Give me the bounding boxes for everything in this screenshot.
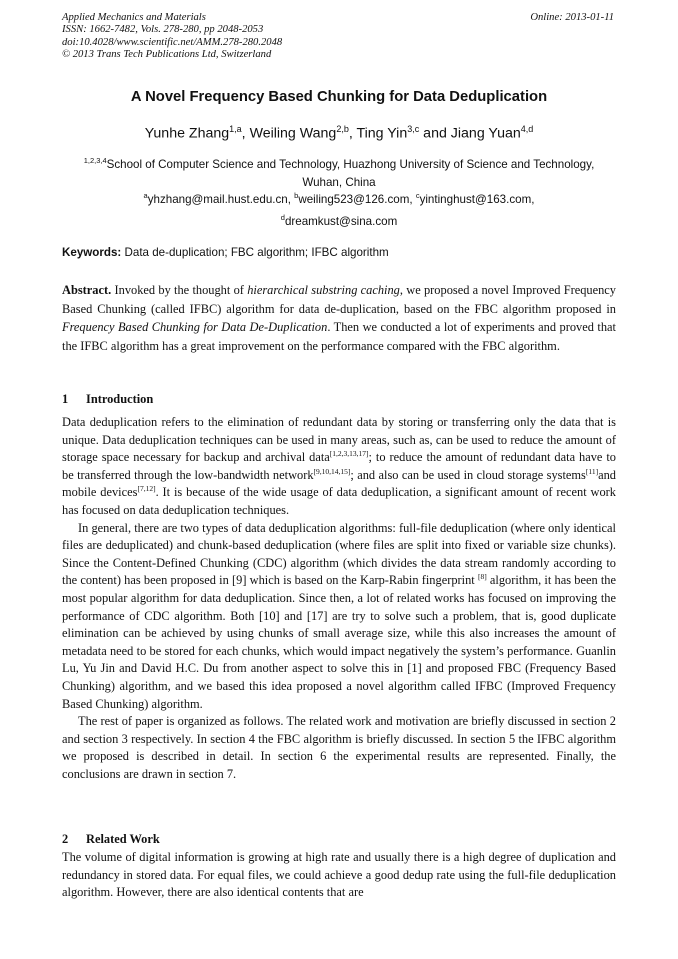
issn-line: ISSN: 1662-7482, Vols. 278-280, pp 2048-2053 xyxy=(62,24,264,36)
keywords-label: Keywords: xyxy=(62,246,122,259)
citation-mark: [7,12] xyxy=(137,484,156,494)
paragraph-text: Data deduplication refers to the elimination of redundant data by storing or transferring only the data that is unique. Data deduplication techniques can be used in many areas, such as, can be used to reduce the amount of storage space necessary for backup and archival data xyxy=(62,415,616,465)
author-name: Ting Yin xyxy=(356,125,408,142)
paragraph: The volume of digital information is growing at high rate and usually there is a high degree of duplication and redundancy in stored data. For equal files, we could achieve a good dedup rate using the full-file deduplication algorithm. However, there are also identical contents that are xyxy=(62,850,616,900)
email-mark: a xyxy=(143,191,148,200)
abstract-label: Abstract. xyxy=(62,283,112,297)
copyright-line: © 2013 Trans Tech Publications Ltd, Switzerland xyxy=(62,48,272,60)
paragraph-text: algorithm, it has been the most popular algorithm for data deduplication. Since then, a lot of related works has focused on improving the performance of CDC algorithm. Both [10] and [17] are try to solve such a problem, that is, good duplicate elimination can be achieved by using chunks of small average size, while this also increases the amount of metadata need to be stored for each chunks, which would impact negatively the system’s performance. Guanlin Lu, Yu Jin and David H.C. Du from another aspect to solve this in [1] and proposed FBC (Frequency Based Chunking) algorithm, and we based this idea proposed a novel algorithm called IFBC (Improved Frequency Based Chunking) algorithm. xyxy=(62,573,616,711)
email-mark: c xyxy=(415,191,420,200)
journal-name: Applied Mechanics and Materials xyxy=(62,12,206,23)
citation-mark: [9,10,14,15] xyxy=(313,466,351,476)
citation-mark: [8] xyxy=(477,572,487,582)
email-mark: b xyxy=(294,191,299,200)
abstract xyxy=(62,281,616,355)
section-number: 2 xyxy=(62,832,69,846)
author-separator: , xyxy=(348,125,357,142)
section-number: 1 xyxy=(62,392,69,406)
abstract-text: , we proposed a novel Improved Frequency Based Chunking (called IFBC) algorithm for data de-duplication, based on the FBC algorithm proposed in xyxy=(62,283,616,316)
section-heading-related-work xyxy=(62,832,160,847)
paragraph-text: ; to reduce the amount of redundant data have to be transferred through the low-bandwidth network xyxy=(62,450,616,482)
paragraph xyxy=(62,414,616,520)
citation-mark: [1,2,3,13,17] xyxy=(329,449,369,459)
affiliation-text: School of Computer Science and Technology, Huazhong University of Science and Technology, xyxy=(106,157,595,171)
abstract-italic: Frequency Based Chunking for Data De-Duplication xyxy=(62,320,328,334)
author-affiliation-mark: 3,c xyxy=(407,124,420,134)
author-list xyxy=(0,124,678,142)
section-heading-introduction xyxy=(62,392,153,407)
paragraph xyxy=(62,520,616,714)
email-address: weiling523@126.com, xyxy=(298,192,416,206)
section-title: Introduction xyxy=(86,392,154,406)
author-name: Weiling Wang xyxy=(249,125,337,142)
related-work-body xyxy=(62,849,616,955)
journal-header xyxy=(62,12,282,61)
paragraph: The rest of paper is organized as follows. The related work and motivation are briefly discussed in section 2 and section 3 respectively. In section 4 the FBC algorithm is briefly discussed. In section 5 the IFBC algorithm we proposed is described in detail. In section 6 the experimental results are represented. Finally, the conclusions are drawn in section 7. xyxy=(62,714,616,781)
author-name: Jiang Yuan xyxy=(450,125,521,142)
paragraph-text: ; and also can be used in cloud storage systems xyxy=(350,467,586,482)
affiliation-city: Wuhan, China xyxy=(302,176,376,190)
abstract-text: . Then we conducted a lot of experiments and proved that the IFBC algorithm has a great improvement on the performance compared with the FBC algorithm. xyxy=(62,320,616,353)
abstract-italic: hierarchical substring caching xyxy=(247,283,400,297)
doi-line: doi:10.4028/www.scientific.net/AMM.278-280.2048 xyxy=(62,36,283,48)
email-mark: d xyxy=(280,213,285,223)
author-affiliation-mark: 1,a xyxy=(229,124,242,134)
paragraph-text: In general, there are two types of data deduplication algorithms: full-file deduplication (where only identical files are deduplicated) and chunk-based deduplication (where files are split into fixed or variable size chunks). Since the Content-Defined Chunking (CDC) algorithm (which divides the data stream randomly according to the content) has been proposed in [9] which is based on the Karp-Rabin fingerprint xyxy=(62,520,616,588)
keywords-text: Data de-duplication; FBC algorithm; IFBC algorithm xyxy=(121,246,389,259)
citation-mark: [11] xyxy=(585,466,599,476)
author-affiliation-mark: 4,d xyxy=(520,124,534,134)
author-affiliation-mark: 2,b xyxy=(336,124,349,134)
author-emails xyxy=(62,187,616,232)
section-title: Related Work xyxy=(86,832,160,846)
email-address: yhzhang@mail.hust.edu.cn, xyxy=(147,192,295,206)
online-date: Online: 2013-01-11 xyxy=(530,12,614,23)
introduction-body xyxy=(62,414,616,783)
paper-title: A Novel Frequency Based Chunking for Data Deduplication xyxy=(130,89,548,105)
author-separator: , xyxy=(241,125,250,142)
author-name: Yunhe Zhang xyxy=(144,125,230,142)
email-address: dreamkust@sina.com xyxy=(284,215,398,229)
email-address: yintinghust@163.com, xyxy=(419,192,535,206)
paragraph-text: . It is because of the wide usage of data deduplication, a significant amount of recent work has focused on data deduplication techniques. xyxy=(62,485,616,517)
author-separator: and xyxy=(419,125,451,142)
paragraph-text: and mobile devices xyxy=(62,467,616,500)
abstract-text: Invoked by the thought of xyxy=(111,283,248,297)
affiliation-mark: 1,2,3,4 xyxy=(83,156,107,165)
keywords xyxy=(62,246,389,259)
